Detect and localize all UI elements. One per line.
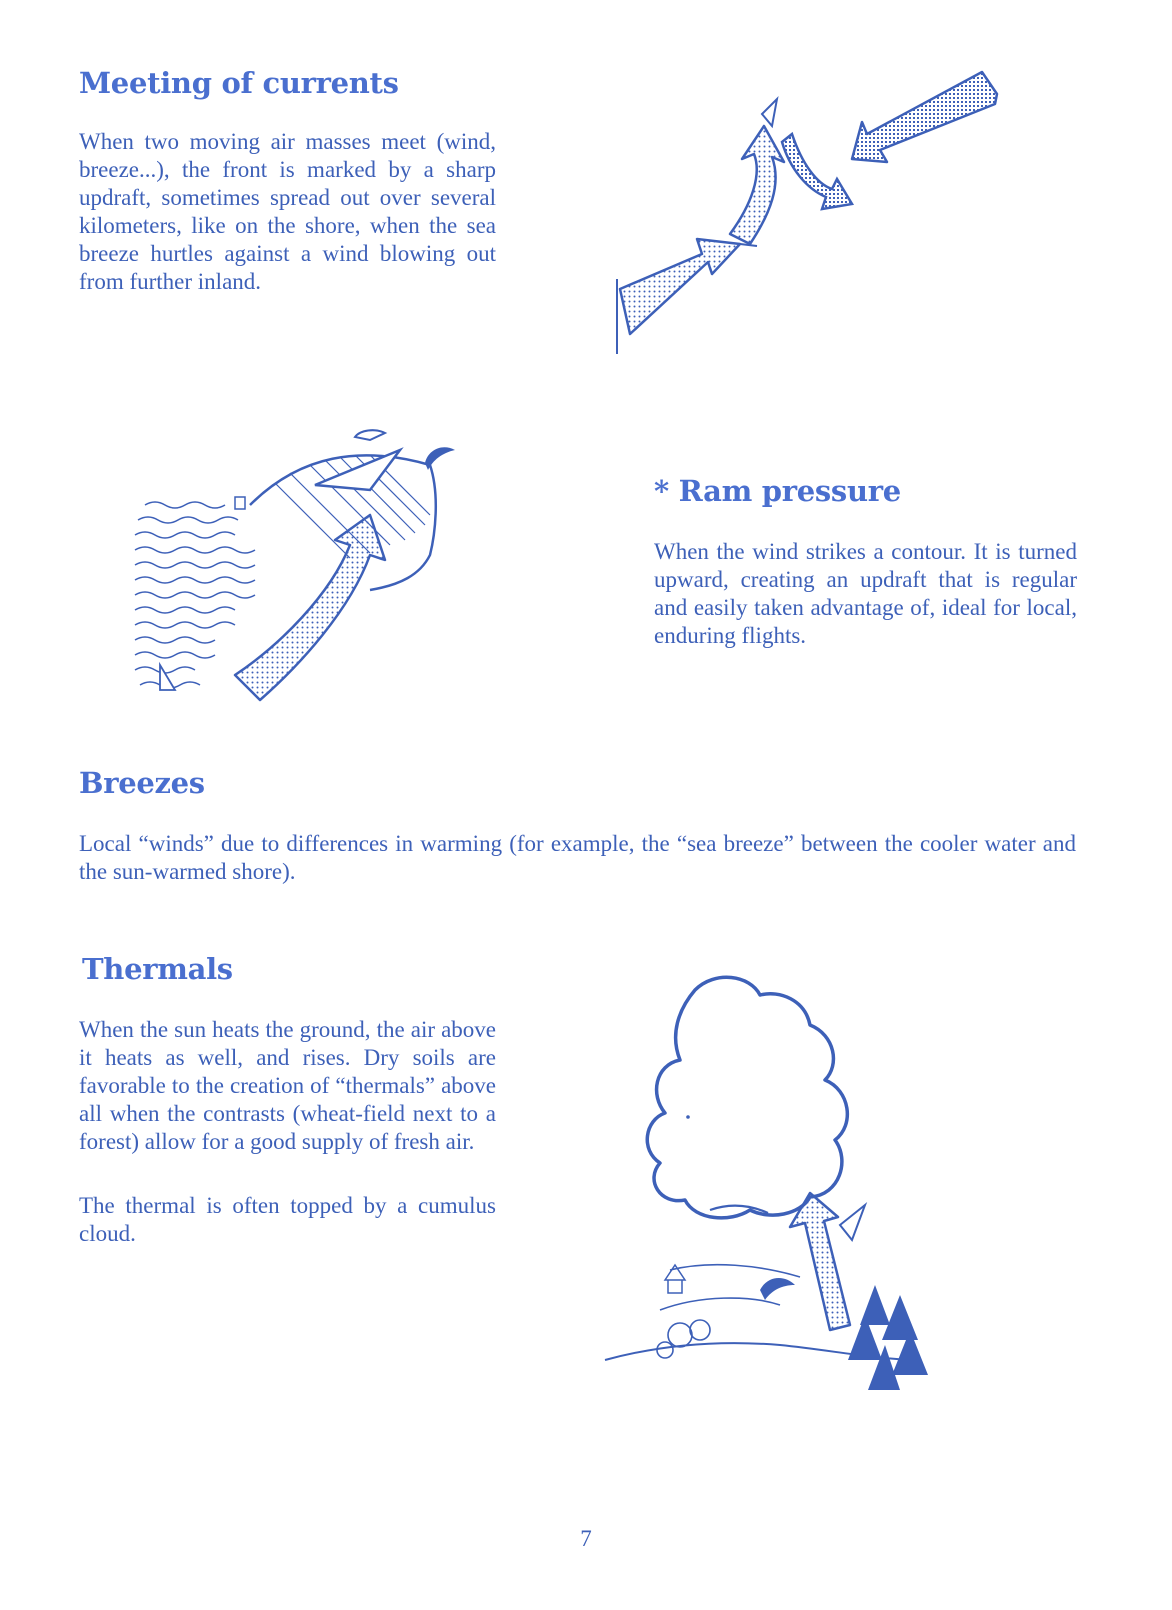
text-meeting-of-currents: When two moving air masses meet (wind, breeze...), the front is marked by a sharp updraft, sometimes spread out over several kilometers, like on the shore, when the sea breeze hurtles against a wind blowing out from further inland. — [79, 129, 496, 294]
heading-meeting-of-currents: Meeting of currents — [79, 66, 399, 100]
page-number: 7 — [580, 1526, 592, 1551]
text-thermals-2: The thermal is often topped by a cumulus cloud. — [79, 1193, 496, 1246]
heading-thermals: Thermals — [82, 952, 233, 986]
text-thermals-1: When the sun heats the ground, the air above it heats as well, and rises. Dry soils are favorable to the creation of “thermals” above all when the contrasts (wheat-field next to a forest) allow for a good supply of fresh air. — [79, 1017, 496, 1154]
heading-ram-pressure: * Ram pressure — [654, 474, 901, 508]
converging-currents-illustration — [612, 64, 1012, 354]
heading-breezes: Breezes — [79, 766, 205, 800]
text-breezes: Local “winds” due to differences in warming (for example, the “sea breeze” between the cooler water and the sun-warmed shore). — [79, 831, 1076, 884]
text-ram-pressure: When the wind strikes a contour. It is turned upward, creating an updraft that is regular and easily taken advantage of, ideal for local, enduring flights. — [654, 539, 1077, 648]
thermal-cumulus-illustration — [600, 965, 940, 1405]
ram-pressure-illustration — [130, 425, 480, 725]
